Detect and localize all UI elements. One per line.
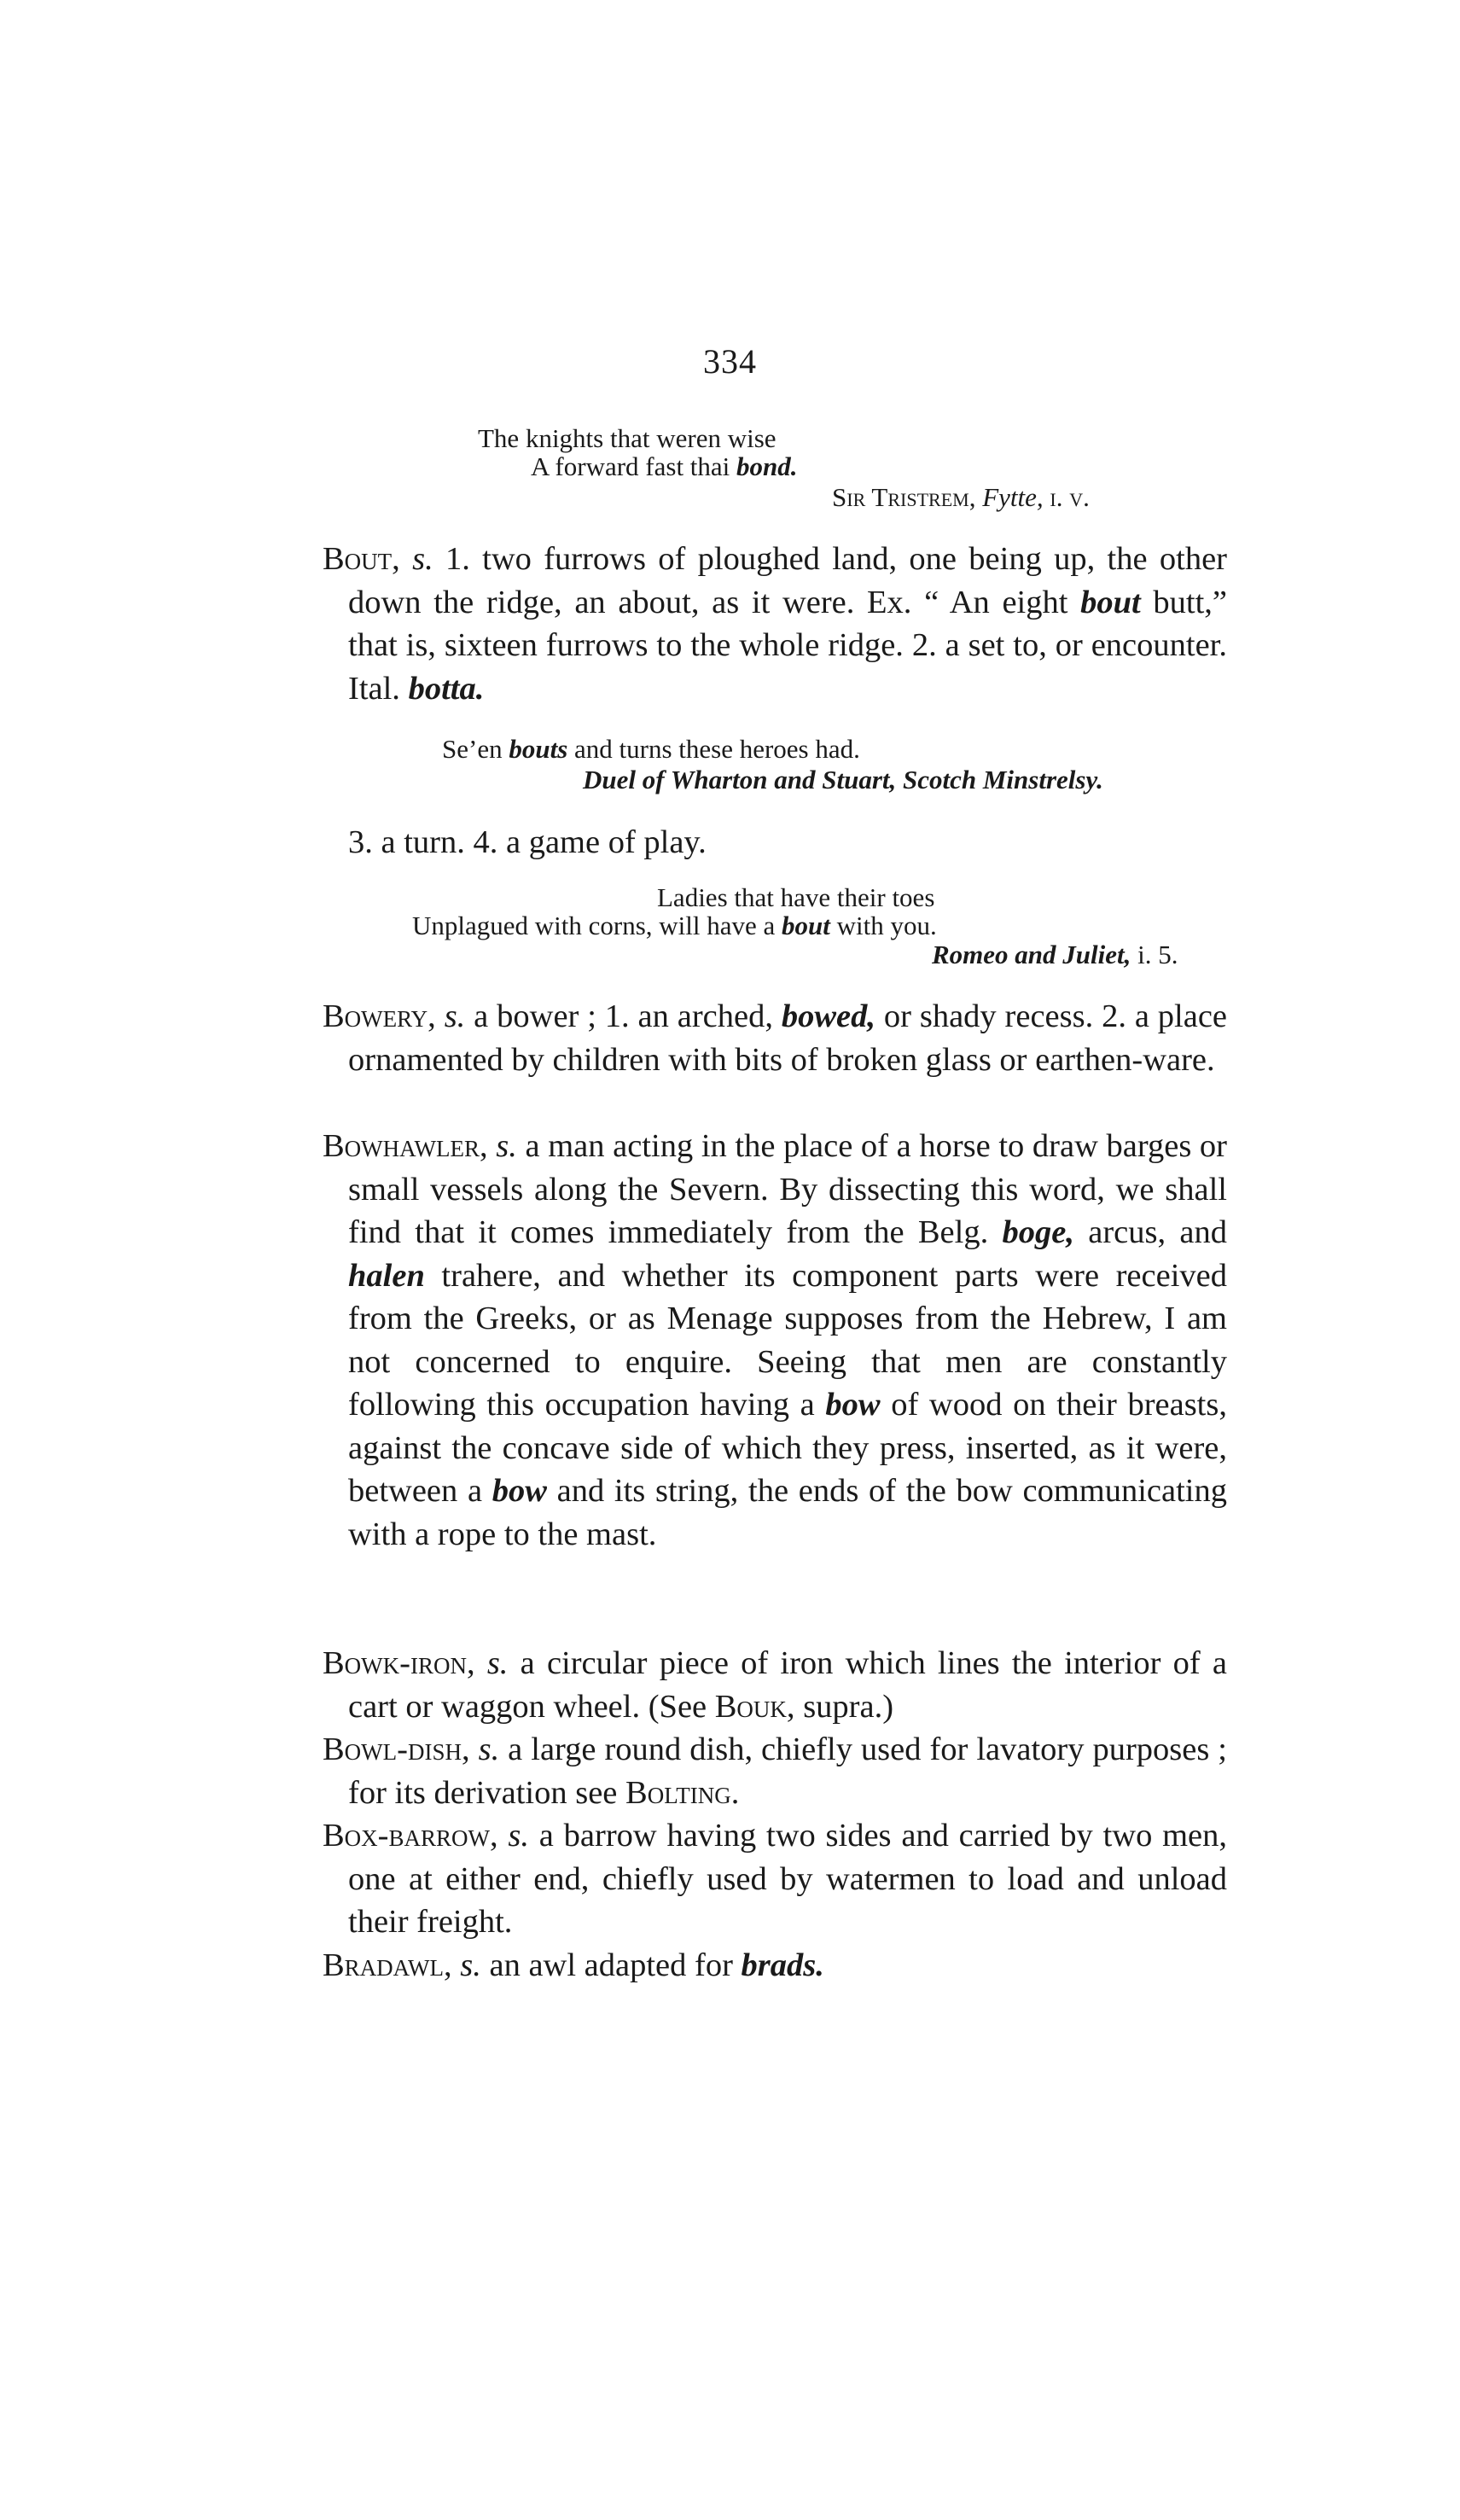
citation xyxy=(583,765,1103,794)
entry-text: of wood on their breasts, against the concave side of which they press, inserted, as it were, between a xyxy=(348,1387,1227,1509)
citation xyxy=(832,483,1090,511)
headword: Bradawl, xyxy=(323,1947,452,1983)
citation-work: Romeo and Juliet, xyxy=(932,940,1131,969)
part-of-speech: s. xyxy=(486,1645,509,1681)
citation-author: Sir Tristrem, xyxy=(832,482,976,512)
italic-word: boge, xyxy=(1002,1214,1074,1250)
entry-text: a bower ; 1. an arched, xyxy=(465,998,782,1034)
quote-line: Ladies that have their toes xyxy=(657,882,935,912)
entry-bradawl xyxy=(323,1944,1227,1987)
cross-reference: Bolting. xyxy=(625,1774,740,1811)
quote-text: Se’en xyxy=(442,734,509,764)
part-of-speech: s. xyxy=(460,1947,481,1983)
headword: Bowery, xyxy=(323,998,436,1034)
italic-word: bow xyxy=(492,1473,547,1509)
citation-ref: i. v. xyxy=(1050,482,1090,512)
part-of-speech: s. xyxy=(496,1128,517,1164)
quote-text: and turns these heroes had. xyxy=(567,734,860,764)
entry-text: a man acting in the place of a horse to draw barges or small vessels along the Severn. By dissecting this word, we shall find that it comes immediately from the Belg. xyxy=(348,1128,1228,1250)
entry-bowk-iron xyxy=(323,1642,1227,1728)
quote-line xyxy=(442,735,860,763)
quote-italic-word: bond. xyxy=(736,451,798,481)
entry-box-barrow xyxy=(323,1814,1227,1944)
entry-text: and its string, the ends of the bow communicating with a rope to the mast. xyxy=(348,1473,1227,1552)
entry-bowery xyxy=(323,995,1227,1081)
entry-text: a large round dish, chiefly used for lavatory purposes ; for its derivation see xyxy=(348,1731,1228,1811)
headword: Bowl-dish, xyxy=(323,1731,470,1767)
headword: Bout, xyxy=(323,541,400,577)
entry-text: trahere, and whether its component parts were received from the Greeks, or as Menage supposes from the Hebrew, I am not concerned to enquire. Seeing that men are constantly following this occupation having a xyxy=(348,1257,1227,1423)
quote-line: The knights that weren wise xyxy=(478,423,777,453)
entry-text: a barrow having two sides and carried by two men, one at either end, chiefly used by watermen to load and unload their freight. xyxy=(348,1818,1228,1940)
quote-text: with you. xyxy=(829,911,937,940)
entry-bout xyxy=(323,538,1227,710)
citation-work: Fytte, xyxy=(982,482,1044,512)
citation xyxy=(932,940,1178,969)
part-of-speech: s. xyxy=(508,1818,530,1854)
italic-word: halen xyxy=(348,1257,425,1294)
part-of-speech: s. xyxy=(444,998,466,1034)
quote-line xyxy=(531,452,798,480)
quote-italic-word: bouts xyxy=(509,734,568,764)
entry-bowhawler xyxy=(323,1125,1227,1556)
entry-text: 1. two furrows of ploughed land, one being up, the other down the ridge, an about, as it were. Ex. “ An eight xyxy=(348,541,1227,620)
entry-text: butt,” that is, sixteen furrows to the whole ridge. 2. a set to, or encounter. Ital. xyxy=(348,584,1227,707)
quote-line xyxy=(412,911,937,940)
page-number: 334 xyxy=(703,342,757,381)
italic-word: bowed, xyxy=(781,998,876,1034)
cross-reference: Bouk, xyxy=(714,1688,795,1725)
headword: Bowk-iron, xyxy=(323,1645,475,1681)
headword: Box-barrow, xyxy=(323,1818,498,1854)
italic-word: botta. xyxy=(408,670,485,707)
headword: Bowhawler, xyxy=(323,1128,488,1164)
entry-text: an awl adapted for xyxy=(480,1947,742,1983)
italic-word: bow xyxy=(825,1387,881,1423)
quote-text: Unplagued with corns, will have a xyxy=(412,911,782,940)
entry-text: arcus, and xyxy=(1073,1214,1227,1250)
quote-italic-word: bout xyxy=(782,911,830,940)
italic-word: bout xyxy=(1080,584,1141,620)
entry-bowl-dish xyxy=(323,1728,1227,1814)
citation-work: Duel of Wharton and Stuart, Scotch Minstrelsy. xyxy=(583,765,1103,794)
citation-ref: i. 5. xyxy=(1131,940,1178,969)
entry-bout-continued: 3. a turn. 4. a game of play. xyxy=(348,824,707,860)
italic-word: brads. xyxy=(741,1947,824,1983)
part-of-speech: s. xyxy=(412,541,433,577)
part-of-speech: s. xyxy=(478,1731,500,1767)
quote-text: A forward fast thai xyxy=(531,451,737,481)
entry-text: a circular piece of iron which lines the interior of a cart or waggon wheel. (See xyxy=(348,1645,1227,1725)
entry-text: or shady recess. 2. a place ornamented by children with bits of broken glass or earthen-ware. xyxy=(348,998,1228,1078)
entry-text: supra.) xyxy=(794,1688,894,1725)
